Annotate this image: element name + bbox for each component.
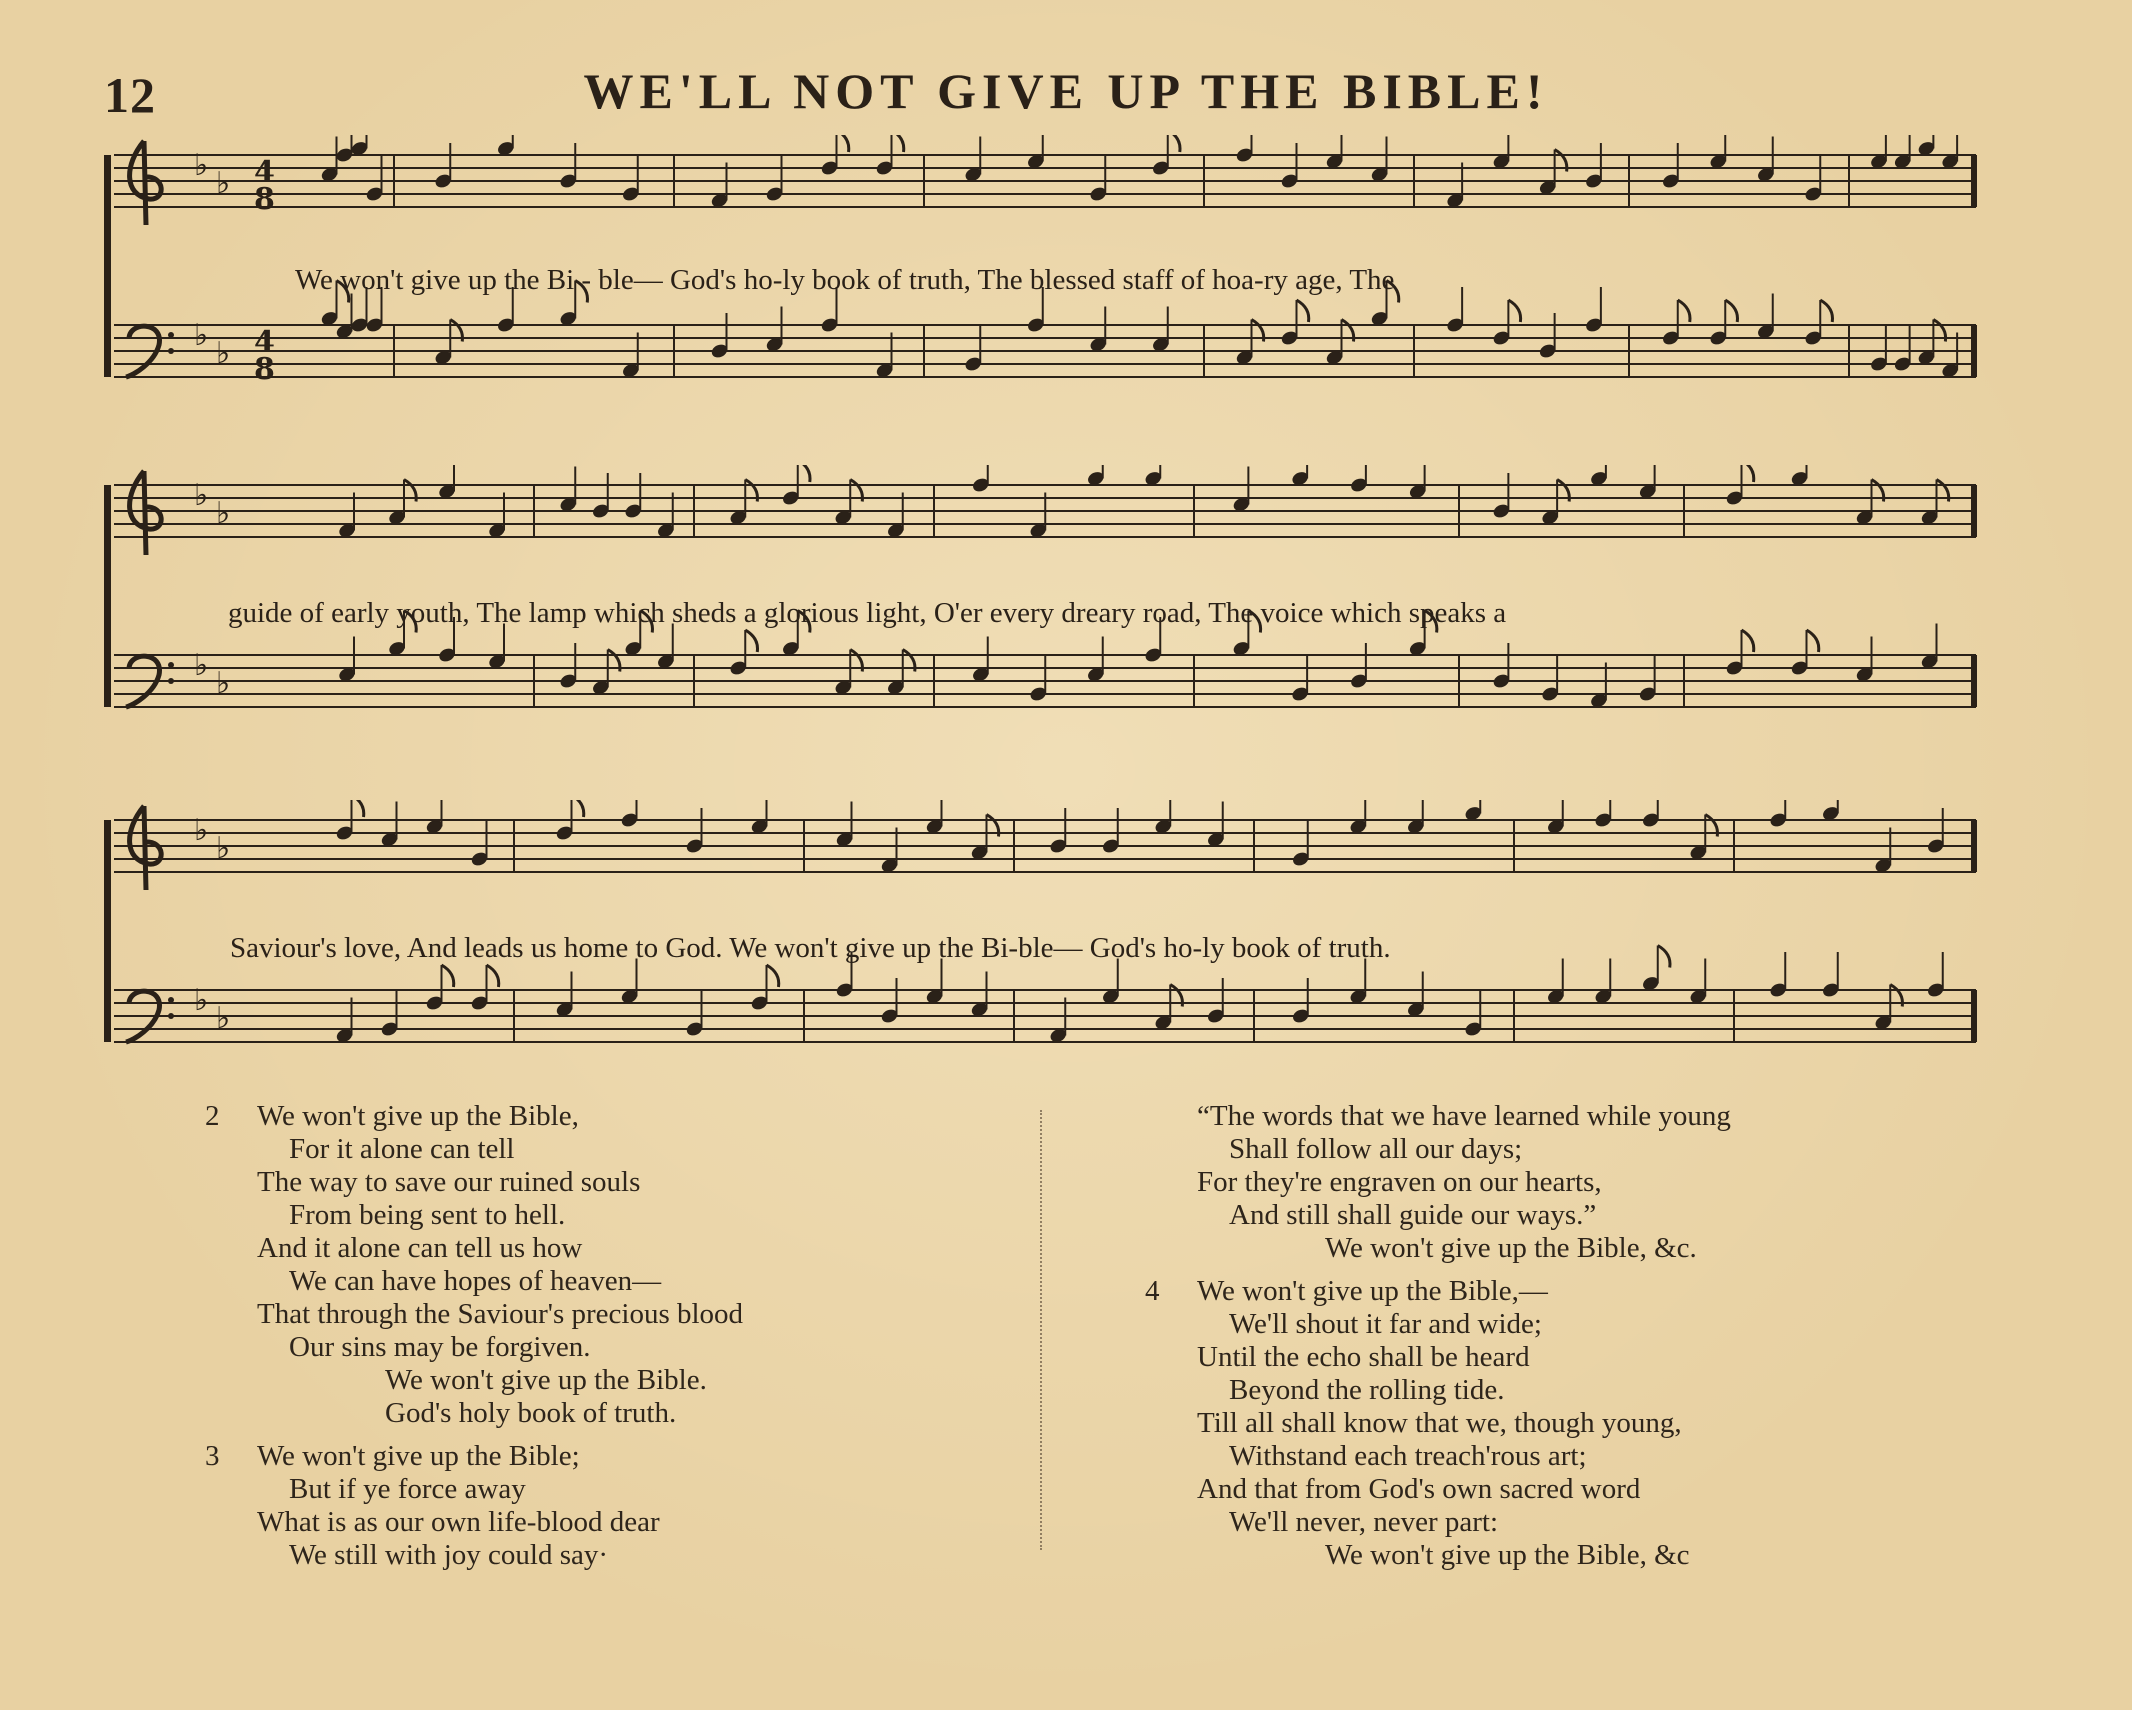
verse-text: But if ye force away bbox=[289, 1473, 526, 1505]
verse-line bbox=[205, 1166, 743, 1199]
verse-line bbox=[205, 1265, 743, 1298]
svg-text:♭: ♭ bbox=[216, 1001, 231, 1036]
verse-text: We still with joy could say· bbox=[289, 1539, 609, 1571]
stanza bbox=[205, 1100, 743, 1430]
verse-line bbox=[205, 1397, 743, 1430]
svg-text:♭: ♭ bbox=[194, 648, 209, 683]
verse-line bbox=[205, 1473, 743, 1506]
svg-text:♭: ♭ bbox=[194, 983, 209, 1018]
stanza-number: 2 bbox=[205, 1100, 220, 1132]
verse-text: Until the echo shall be heard bbox=[1197, 1341, 1530, 1373]
verse-line bbox=[1145, 1407, 1731, 1440]
verse-line bbox=[1145, 1275, 1731, 1308]
verse-text: We won't give up the Bible,— bbox=[1197, 1275, 1548, 1307]
lyric-line-3: Saviour's love, And leads us home to God. We won't give up the Bi-ble— God's ho-ly book of truth. bbox=[230, 932, 1391, 964]
verse-line bbox=[1145, 1232, 1731, 1265]
svg-text:♭: ♭ bbox=[216, 666, 231, 701]
verse-text: We won't give up the Bible; bbox=[257, 1440, 580, 1472]
hymn-title: WE'LL NOT GIVE UP THE BIBLE! bbox=[583, 63, 1549, 119]
svg-text:♭: ♭ bbox=[194, 478, 209, 513]
verse-text: We won't give up the Bible, bbox=[257, 1100, 579, 1132]
svg-text:♭: ♭ bbox=[216, 166, 231, 201]
verse-text: We can have hopes of heaven— bbox=[289, 1265, 662, 1297]
lyric-line-2: guide of early youth, The lamp which sheds a glorious light, O'er every dreary road, The voice which speaks a bbox=[228, 597, 1507, 629]
verse-text: What is as our own life-blood dear bbox=[257, 1506, 660, 1538]
svg-text:♭: ♭ bbox=[194, 148, 209, 183]
verse-text: We'll never, never part: bbox=[1229, 1506, 1499, 1538]
verse-text: Till all shall know that we, though young, bbox=[1197, 1407, 1682, 1439]
verse-text: “The words that we have learned while young bbox=[1197, 1100, 1731, 1132]
verse-text: Shall follow all our days; bbox=[1229, 1133, 1523, 1165]
verse-line bbox=[205, 1298, 743, 1331]
stanza bbox=[205, 1440, 743, 1572]
verse-line bbox=[1145, 1308, 1731, 1341]
verses-right-column bbox=[1145, 1100, 1731, 1582]
verse-text: We won't give up the Bible, &c. bbox=[1325, 1232, 1697, 1264]
svg-text:♭: ♭ bbox=[216, 831, 231, 866]
verse-text: For it alone can tell bbox=[289, 1133, 515, 1165]
verse-line bbox=[205, 1331, 743, 1364]
verse-line bbox=[205, 1100, 743, 1133]
verses-left-column bbox=[205, 1100, 743, 1582]
verse-line bbox=[205, 1133, 743, 1166]
verse-text: We won't give up the Bible. bbox=[385, 1364, 707, 1396]
verse-text: From being sent to hell. bbox=[289, 1199, 566, 1231]
verse-line bbox=[205, 1440, 743, 1473]
svg-text:4: 4 bbox=[254, 325, 275, 360]
svg-text:♭: ♭ bbox=[216, 496, 231, 531]
svg-text:8: 8 bbox=[254, 352, 275, 387]
verse-text: God's holy book of truth. bbox=[385, 1397, 677, 1429]
verse-text: And it alone can tell us how bbox=[257, 1232, 583, 1264]
svg-text:♭: ♭ bbox=[194, 318, 209, 353]
svg-text:♭: ♭ bbox=[194, 813, 209, 848]
column-divider bbox=[1040, 1110, 1044, 1550]
verse-line bbox=[1145, 1133, 1731, 1166]
verse-line bbox=[205, 1539, 743, 1572]
verse-line bbox=[1145, 1100, 1731, 1133]
verse-text: Beyond the rolling tide. bbox=[1229, 1374, 1505, 1406]
treble-staff bbox=[114, 465, 1976, 555]
verse-line bbox=[205, 1199, 743, 1232]
svg-text:4: 4 bbox=[254, 155, 275, 190]
treble-staff bbox=[114, 800, 1976, 890]
verse-line bbox=[1145, 1506, 1731, 1539]
stanza bbox=[1145, 1100, 1731, 1265]
stanza bbox=[1145, 1275, 1731, 1572]
verse-text: That through the Saviour's precious blood bbox=[257, 1298, 744, 1330]
verse-text: We won't give up the Bible, &c bbox=[1325, 1539, 1690, 1571]
verse-line bbox=[1145, 1199, 1731, 1232]
verse-line bbox=[1145, 1440, 1731, 1473]
verse-line bbox=[205, 1232, 743, 1265]
stanza-number: 4 bbox=[1145, 1275, 1160, 1307]
svg-text:♭: ♭ bbox=[216, 336, 231, 371]
svg-text:8: 8 bbox=[254, 182, 275, 217]
stanza-number: 3 bbox=[205, 1440, 220, 1472]
verse-line bbox=[205, 1364, 743, 1397]
page-number: 12 bbox=[104, 67, 156, 123]
verse-text: For they're engraven on our hearts, bbox=[1197, 1166, 1602, 1198]
verse-text: Withstand each treach'rous art; bbox=[1229, 1440, 1587, 1472]
verse-line bbox=[1145, 1539, 1731, 1572]
lyric-line-1: We won't give up the Bi - ble— God's ho-ly book of truth, The blessed staff of hoa-ry age, The bbox=[295, 264, 1395, 296]
verse-line bbox=[205, 1506, 743, 1539]
verse-text: And that from God's own sacred word bbox=[1197, 1473, 1641, 1505]
verse-line bbox=[1145, 1166, 1731, 1199]
verse-text: And still shall guide our ways.” bbox=[1229, 1199, 1597, 1231]
verse-text: Our sins may be forgiven. bbox=[289, 1331, 591, 1363]
verse-text: We'll shout it far and wide; bbox=[1229, 1308, 1542, 1340]
verse-text: The way to save our ruined souls bbox=[257, 1166, 641, 1198]
verse-line bbox=[1145, 1374, 1731, 1407]
verse-line bbox=[1145, 1341, 1731, 1374]
verse-line bbox=[1145, 1473, 1731, 1506]
treble-staff bbox=[114, 135, 1976, 225]
verses-section bbox=[0, 1100, 2132, 1660]
